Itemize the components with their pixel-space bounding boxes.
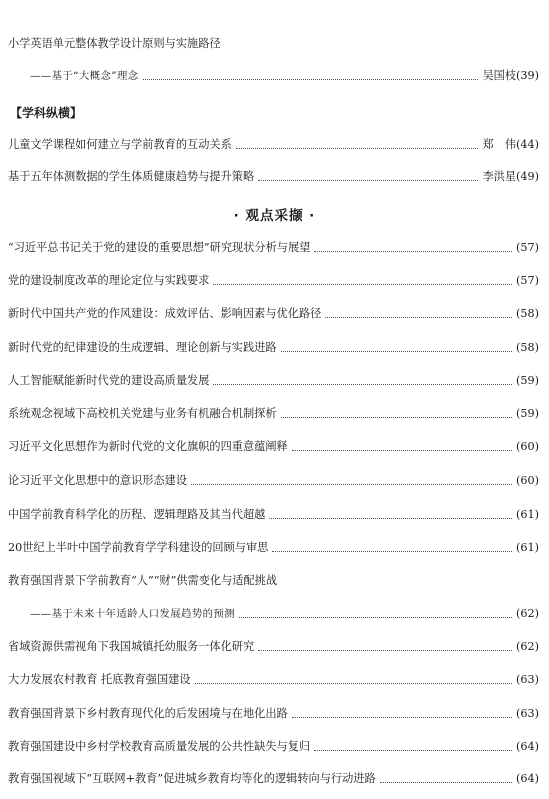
entry-title: 党的建设制度改革的理论定位与实践要求 <box>8 274 210 287</box>
entry-title: 教育强国建设中乡村学校教育高质量发展的公共性缺失与复归 <box>8 740 311 753</box>
entry-page: (59) <box>516 407 539 420</box>
section-heading: · 观点采撷 · <box>233 208 316 224</box>
toc-entry[interactable] <box>8 471 539 491</box>
dot-leader <box>281 350 513 352</box>
entry-page: (59) <box>516 374 539 387</box>
entry-title: 20世纪上半叶中国学前教育学学科建设的回顾与审思 <box>8 541 269 554</box>
entry-page: (58) <box>516 307 539 320</box>
dot-leader <box>292 449 512 451</box>
dot-leader <box>292 716 512 718</box>
entry-subtitle: ——基于未来十年适龄人口发展趋势的预测 <box>30 608 236 620</box>
entry-title: 教育强国视域下“互联网+教育”促进城乡教育均等化的逻辑转向与行动进路 <box>8 772 376 785</box>
dot-leader <box>281 416 513 418</box>
entry-title: “习近平总书记关于党的建设的重要思想”研究现状分析与展望 <box>8 241 311 254</box>
dot-leader <box>380 781 512 783</box>
dot-leader <box>258 649 512 651</box>
toc-entry[interactable] <box>8 505 539 525</box>
toc-entry[interactable] <box>8 737 539 757</box>
entry-author-page: 郑 伟(44) <box>482 138 539 151</box>
entry-title: 教育强国背景下乡村教育现代化的后发困境与在地化出路 <box>8 707 288 720</box>
entry-page: (61) <box>516 508 539 521</box>
toc-entry[interactable] <box>8 404 539 424</box>
toc-entry[interactable] <box>8 637 539 657</box>
toc-entry[interactable] <box>8 670 539 690</box>
dot-leader <box>258 179 478 181</box>
entry-title: 习近平文化思想作为新时代党的文化旗帜的四重意蕴阐释 <box>8 440 288 453</box>
toc-entry[interactable] <box>8 304 539 324</box>
entry-page: (63) <box>516 707 539 720</box>
entry-page: (64) <box>516 772 539 785</box>
entry-title: 儿童文学课程如何建立与学前教育的互动关系 <box>8 138 232 151</box>
entry-author-page: 李洪星(49) <box>482 170 539 183</box>
toc-entry[interactable] <box>8 538 539 558</box>
toc-entry[interactable] <box>8 437 539 457</box>
entry-title: 新时代党的纪律建设的生成逻辑、理论创新与实践进路 <box>8 341 277 354</box>
dot-leader <box>195 682 512 684</box>
entry-title: 系统观念视域下高校机关党建与业务有机融合机制探析 <box>8 407 277 420</box>
toc-entry[interactable] <box>8 271 539 291</box>
dot-leader <box>272 550 512 552</box>
toc-entry[interactable] <box>8 34 539 54</box>
entry-page: (61) <box>516 541 539 554</box>
entry-title: 人工智能赋能新时代党的建设高质量发展 <box>8 374 210 387</box>
entry-title: 教育强国背景下学前教育“人”“财”供需变化与适配挑战 <box>8 574 278 587</box>
dot-leader <box>269 517 512 519</box>
dot-leader <box>314 250 512 252</box>
toc-entry[interactable] <box>8 135 539 155</box>
entry-page: (60) <box>516 474 539 487</box>
entry-page: (58) <box>516 341 539 354</box>
toc-entry-subtitle[interactable] <box>8 66 539 86</box>
dot-leader <box>191 483 512 485</box>
entry-title: 小学英语单元整体教学设计原则与实施路径 <box>8 37 221 50</box>
column-tag: 【学科纵横】 <box>10 106 83 120</box>
dot-leader <box>314 749 512 751</box>
dot-leader <box>213 383 512 385</box>
entry-page: (64) <box>516 740 539 753</box>
entry-title: 大力发展农村教育 托底教育强国建设 <box>8 673 191 686</box>
toc-entry[interactable] <box>8 167 539 187</box>
toc-entry[interactable] <box>8 338 539 358</box>
dot-leader <box>236 147 479 149</box>
dot-leader <box>325 316 512 318</box>
toc-entry-subtitle[interactable] <box>8 604 539 624</box>
dot-leader <box>239 616 512 618</box>
toc-entry[interactable] <box>8 704 539 724</box>
entry-page: (57) <box>516 274 539 287</box>
entry-title: 省域资源供需视角下我国城镇托幼服务一体化研究 <box>8 640 255 653</box>
entry-page: (63) <box>516 673 539 686</box>
toc-entry[interactable] <box>8 238 539 258</box>
entry-author-page: 吴国枝(39) <box>482 69 539 82</box>
entry-page: (60) <box>516 440 539 453</box>
toc-entry[interactable] <box>8 769 539 789</box>
entry-title: 基于五年体测数据的学生体质健康趋势与提升策略 <box>8 170 255 183</box>
entry-page: (62) <box>516 607 539 620</box>
toc-entry[interactable] <box>8 571 539 591</box>
entry-page: (62) <box>516 640 539 653</box>
entry-subtitle: ——基于“大概念”理念 <box>30 70 139 82</box>
toc-entry[interactable] <box>8 371 539 391</box>
dot-leader <box>213 283 512 285</box>
entry-page: (57) <box>516 241 539 254</box>
entry-title: 论习近平文化思想中的意识形态建设 <box>8 474 188 487</box>
entry-title: 新时代中国共产党的作风建设：成效评估、影响因素与优化路径 <box>8 307 322 320</box>
entry-title: 中国学前教育科学化的历程、逻辑理路及其当代超越 <box>8 508 266 521</box>
dot-leader <box>143 78 479 80</box>
